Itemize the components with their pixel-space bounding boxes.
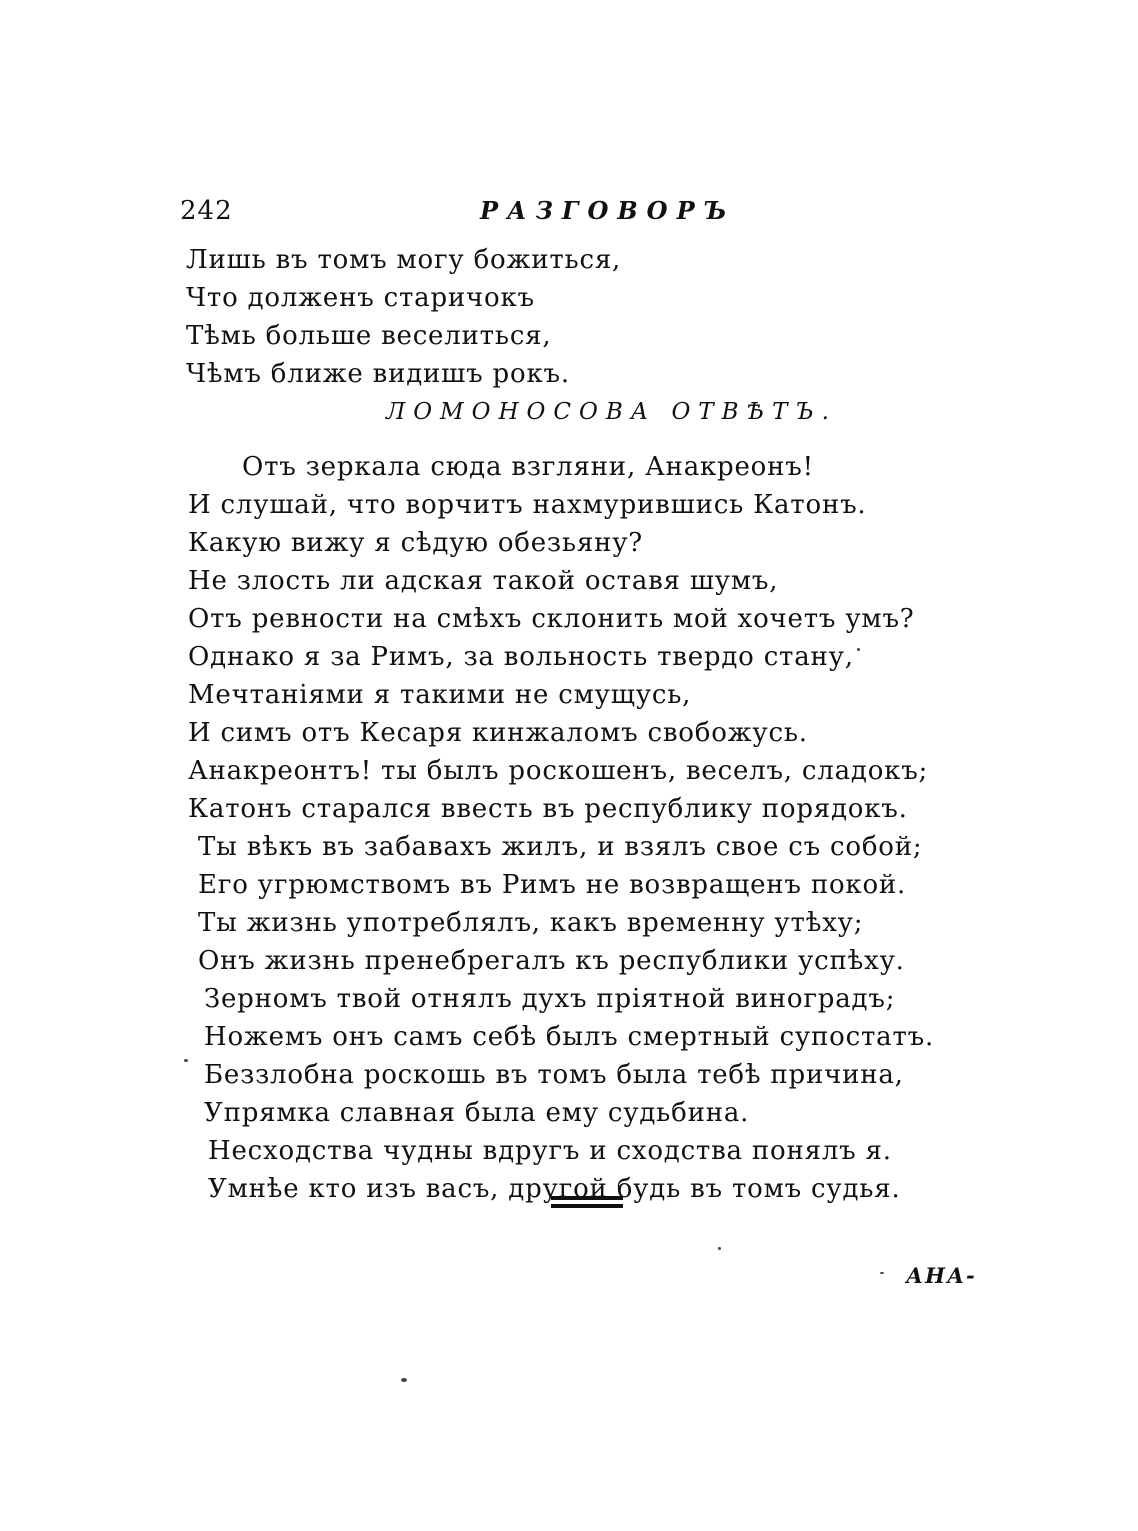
verse-line: Что долженъ старичокъ xyxy=(186,283,535,313)
verse-line: Не злость ли адская такой оставя шумъ, xyxy=(188,566,779,596)
poem-body xyxy=(188,448,934,1208)
section-title: ЛОМОНОСОВА ОТВѢТЪ. xyxy=(386,399,837,425)
verse-line: Анакреонтъ! ты былъ роскошенъ, веселъ, сладокъ; xyxy=(188,756,929,786)
verse-line: Мечтаніями я такими не смущусь, xyxy=(188,680,692,710)
double-rule-divider xyxy=(551,1196,623,1208)
verse-line: Ножемъ онъ самъ себѣ былъ смертный супостатъ. xyxy=(204,1022,935,1052)
verse-line: Умнѣе кто изъ васъ, другой будь въ томъ судья. xyxy=(208,1174,901,1204)
paper-speck xyxy=(401,1378,407,1382)
verse-line: Его угрюмствомъ въ Римъ не возвращенъ покой. xyxy=(198,870,907,900)
paper-speck xyxy=(184,1059,188,1062)
verse-line: Ты вѣкъ въ забавахъ жилъ, и взялъ свое съ собой; xyxy=(198,832,923,862)
verse-line: И симъ отъ Кесаря кинжаломъ свобожусь. xyxy=(188,718,808,748)
verse-line: Тѣмь больше веселиться, xyxy=(186,321,552,351)
verse-line: Зерномъ твой отнялъ духъ пріятной виноградъ; xyxy=(204,984,896,1014)
verse-line: Отъ ревности на смѣхъ склонить мой хочетъ умъ? xyxy=(188,604,915,634)
running-head: РАЗГОВОРЪ xyxy=(480,196,736,225)
verse-line: Онъ жизнь пренебрегалъ къ республики успѣху. xyxy=(198,946,905,976)
verse-line: Лишь въ томъ могу божиться, xyxy=(186,245,622,275)
verse-line: Несходства чудны вдругъ и сходства понялъ я. xyxy=(208,1136,892,1166)
closing-stanza xyxy=(186,241,621,393)
page-number: 242 xyxy=(180,196,233,226)
verse-line: Беззлобна роскошь въ томъ была тебѣ причина, xyxy=(204,1060,904,1090)
verse-line: Упрямка славная была ему судьбина. xyxy=(204,1098,750,1128)
verse-line: И слушай, что ворчитъ нахмурившись Катонъ. xyxy=(188,490,867,520)
verse-line: Ты жизнь употреблялъ, какъ временну утѣху; xyxy=(198,908,864,938)
paper-speck xyxy=(880,1272,884,1274)
paper-speck xyxy=(718,1247,721,1250)
verse-line: Катонъ старался ввесть въ республику порядокъ. xyxy=(188,794,908,824)
verse-line: Чѣмъ ближе видишъ рокъ. xyxy=(186,359,570,389)
catchword: АНА- xyxy=(906,1263,977,1288)
verse-line: Какую вижу я сѣдую обезьяну? xyxy=(188,528,644,558)
verse-line: Отъ зеркала сюда взгляни, Анакреонъ! xyxy=(242,452,814,482)
paper-speck xyxy=(857,648,860,651)
verse-line: Однако я за Римъ, за вольность твердо стану, xyxy=(188,642,854,672)
